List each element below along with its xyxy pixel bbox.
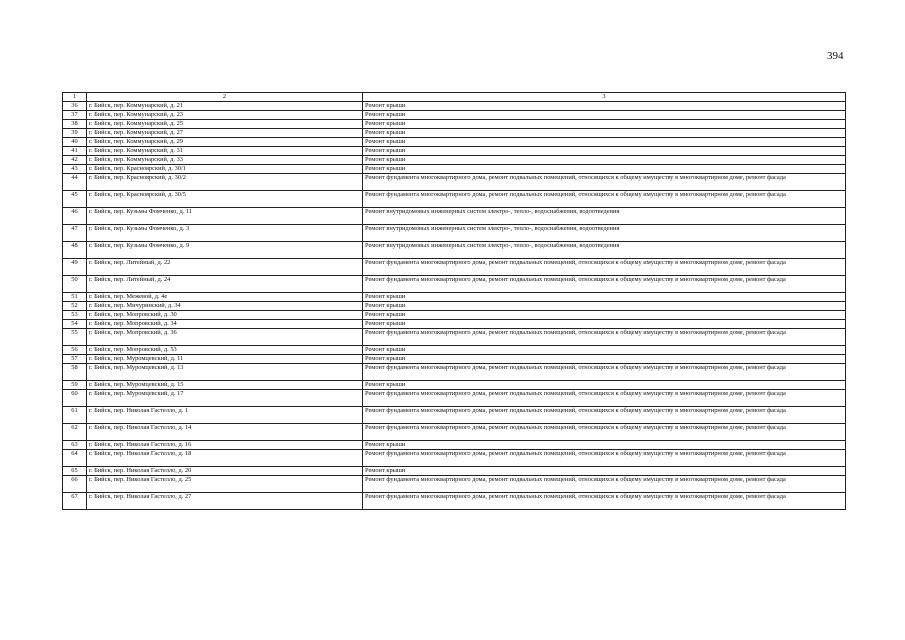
row-number-cell: 46 — [63, 207, 87, 224]
row-number-cell: 52 — [63, 301, 87, 310]
works-table — [62, 92, 846, 510]
row-number-cell: 47 — [63, 224, 87, 241]
address-cell: г. Бийск, пер. Николая Гастелло, д. 16 — [87, 440, 363, 449]
work-type-cell: Ремонт фундамента многоквартирного дома, ремонт подвальных помещений, относящихся к общему имуществу в многоквартирном доме, ремонт фасада — [363, 406, 846, 423]
row-number-cell: 59 — [63, 380, 87, 389]
work-type-cell: Ремонт фундамента многоквартирного дома, ремонт подвальных помещений, относящихся к общему имуществу в многоквартирном доме, ремонт фасада — [363, 275, 846, 292]
row-number-cell: 56 — [63, 345, 87, 354]
row-number-cell: 63 — [63, 440, 87, 449]
address-cell: г. Бийск, пер. Коммунарский, д. 21 — [87, 101, 363, 110]
row-number-cell: 64 — [63, 449, 87, 466]
row-number-cell: 60 — [63, 389, 87, 406]
table-row — [63, 241, 846, 258]
address-cell: г. Бийск, пер. Мичуринский, д. 34 — [87, 301, 363, 310]
work-type-cell: Ремонт крыши — [363, 164, 846, 173]
address-cell: г. Бийск, пер. Литейный, д. 22 — [87, 258, 363, 275]
work-type-cell: Ремонт фундамента многоквартирного дома, ремонт подвальных помещений, относящихся к общему имуществу в многоквартирном доме, ремонт фасада — [363, 475, 846, 492]
row-number-cell: 51 — [63, 292, 87, 301]
work-type-cell: Ремонт фундамента многоквартирного дома, ремонт подвальных помещений, относящихся к общему имуществу в многоквартирном доме, ремонт фасада — [363, 492, 846, 509]
row-number-cell: 37 — [63, 110, 87, 119]
address-cell: г. Бийск, пер. Николая Гастелло, д. 14 — [87, 423, 363, 440]
row-number-cell: 38 — [63, 119, 87, 128]
row-number-cell: 58 — [63, 363, 87, 380]
row-number-cell: 67 — [63, 492, 87, 509]
row-number-cell: 53 — [63, 310, 87, 319]
work-type-cell: Ремонт крыши — [363, 119, 846, 128]
address-cell: г. Бийск, пер. Коммунарский, д. 27 — [87, 128, 363, 137]
table-row — [63, 310, 846, 319]
address-cell: г. Бийск, пер. Кузьмы Фомченко, д. 3 — [87, 224, 363, 241]
work-type-cell: Ремонт крыши — [363, 101, 846, 110]
work-type-cell: Ремонт крыши — [363, 301, 846, 310]
address-cell: г. Бийск, пер. Муромцевский, д. 13 — [87, 363, 363, 380]
work-type-cell: Ремонт фундамента многоквартирного дома, ремонт подвальных помещений, относящихся к общему имуществу в многоквартирном доме, ремонт фасада — [363, 389, 846, 406]
table-row — [63, 224, 846, 241]
address-cell: г. Бийск, пер. Кузьмы Фомченко, д. 9 — [87, 241, 363, 258]
table-row — [63, 146, 846, 155]
table-row — [63, 292, 846, 301]
header-cell-address: 2 — [87, 93, 363, 102]
table-row — [63, 110, 846, 119]
table-row — [63, 475, 846, 492]
address-cell: г. Бийск, пер. Николая Гастелло, д. 1 — [87, 406, 363, 423]
work-type-cell: Ремонт внутридомовых инженерных систем электро-, тепло-, водоснабжения, водоотведения — [363, 241, 846, 258]
address-cell: г. Бийск, пер. Красноярский, д. 30/5 — [87, 190, 363, 207]
address-cell: г. Бийск, пер. Коммунарский, д. 25 — [87, 119, 363, 128]
table-row — [63, 207, 846, 224]
work-type-cell: Ремонт фундамента многоквартирного дома, ремонт подвальных помещений, относящихся к общему имуществу в многоквартирном доме, ремонт фасада — [363, 423, 846, 440]
table-row — [63, 492, 846, 509]
address-cell: г. Бийск, пер. Николая Гастелло, д. 18 — [87, 449, 363, 466]
address-cell: г. Бийск, пер. Коммунарский, д. 31 — [87, 146, 363, 155]
table-row — [63, 423, 846, 440]
address-cell: г. Бийск, пер. Николая Гастелло, д. 20 — [87, 466, 363, 475]
work-type-cell: Ремонт крыши — [363, 440, 846, 449]
work-type-cell: Ремонт внутридомовых инженерных систем электро-, тепло-, водоснабжения, водоотведения — [363, 224, 846, 241]
table-row — [63, 380, 846, 389]
work-type-cell: Ремонт фундамента многоквартирного дома, ремонт подвальных помещений, относящихся к общему имуществу в многоквартирном доме, ремонт фасада — [363, 363, 846, 380]
address-cell: г. Бийск, пер. Николая Гастелло, д. 27 — [87, 492, 363, 509]
row-number-cell: 55 — [63, 328, 87, 345]
address-cell: г. Бийск, пер. Коммунарский, д. 29 — [87, 137, 363, 146]
table-row — [63, 258, 846, 275]
work-type-cell: Ремонт крыши — [363, 354, 846, 363]
address-cell: г. Бийск, пер. Мопровский, д. 36 — [87, 328, 363, 345]
address-cell: г. Бийск, пер. Мопровский, д. 30 — [87, 310, 363, 319]
table-row — [63, 466, 846, 475]
header-cell-work: 3 — [363, 93, 846, 102]
table-row — [63, 137, 846, 146]
row-number-cell: 61 — [63, 406, 87, 423]
work-type-cell: Ремонт крыши — [363, 319, 846, 328]
table-row — [63, 354, 846, 363]
row-number-cell: 42 — [63, 155, 87, 164]
row-number-cell: 39 — [63, 128, 87, 137]
work-type-cell: Ремонт крыши — [363, 110, 846, 119]
work-type-cell: Ремонт крыши — [363, 466, 846, 475]
address-cell: г. Бийск, пер. Муромцевский, д. 17 — [87, 389, 363, 406]
address-cell: г. Бийск, пер. Мопровский, д. 53 — [87, 345, 363, 354]
table-row — [63, 275, 846, 292]
work-type-cell: Ремонт крыши — [363, 137, 846, 146]
address-cell: г. Бийск, пер. Красноярский, д. 30/2 — [87, 173, 363, 190]
table-row — [63, 173, 846, 190]
row-number-cell: 44 — [63, 173, 87, 190]
work-type-cell: Ремонт фундамента многоквартирного дома, ремонт подвальных помещений, относящихся к общему имуществу в многоквартирном доме, ремонт фасада — [363, 173, 846, 190]
table-row — [63, 128, 846, 137]
row-number-cell: 45 — [63, 190, 87, 207]
row-number-cell: 57 — [63, 354, 87, 363]
address-cell: г. Бийск, пер. Красноярский, д. 30/1 — [87, 164, 363, 173]
work-type-cell: Ремонт крыши — [363, 128, 846, 137]
work-type-cell: Ремонт фундамента многоквартирного дома, ремонт подвальных помещений, относящихся к общему имуществу в многоквартирном доме, ремонт фасада — [363, 328, 846, 345]
table-row — [63, 301, 846, 310]
work-type-cell: Ремонт внутридомовых инженерных систем электро-, тепло-, водоснабжения, водоотведения — [363, 207, 846, 224]
address-cell: г. Бийск, пер. Мопровский, д. 34 — [87, 319, 363, 328]
row-number-cell: 36 — [63, 101, 87, 110]
table-row — [63, 190, 846, 207]
table-row — [63, 406, 846, 423]
row-number-cell: 66 — [63, 475, 87, 492]
row-number-cell: 40 — [63, 137, 87, 146]
row-number-cell: 41 — [63, 146, 87, 155]
table-row — [63, 389, 846, 406]
table-row — [63, 345, 846, 354]
address-cell: г. Бийск, пер. Николая Гастелло, д. 25 — [87, 475, 363, 492]
work-type-cell: Ремонт крыши — [363, 155, 846, 164]
address-cell: г. Бийск, пер. Кузьмы Фомченко, д. 11 — [87, 207, 363, 224]
address-cell: г. Бийск, пер. Межевой, д. 4е — [87, 292, 363, 301]
table-row — [63, 155, 846, 164]
work-type-cell: Ремонт крыши — [363, 345, 846, 354]
work-type-cell: Ремонт фундамента многоквартирного дома, ремонт подвальных помещений, относящихся к общему имуществу в многоквартирном доме, ремонт фасада — [363, 258, 846, 275]
table-body — [63, 93, 846, 510]
table-row — [63, 119, 846, 128]
row-number-cell: 62 — [63, 423, 87, 440]
address-cell: г. Бийск, пер. Муромцевский, д. 11 — [87, 354, 363, 363]
address-cell: г. Бийск, пер. Коммунарский, д. 23 — [87, 110, 363, 119]
row-number-cell: 54 — [63, 319, 87, 328]
work-type-cell: Ремонт крыши — [363, 292, 846, 301]
table-row — [63, 449, 846, 466]
table-row — [63, 440, 846, 449]
table-row — [63, 363, 846, 380]
table-row — [63, 101, 846, 110]
row-number-cell: 43 — [63, 164, 87, 173]
work-type-cell: Ремонт фундамента многоквартирного дома, ремонт подвальных помещений, относящихся к общему имуществу в многоквартирном доме, ремонт фасада — [363, 190, 846, 207]
address-cell: г. Бийск, пер. Коммунарский, д. 33 — [87, 155, 363, 164]
row-number-cell: 65 — [63, 466, 87, 475]
address-cell: г. Бийск, пер. Муромцевский, д. 15 — [87, 380, 363, 389]
table-row — [63, 164, 846, 173]
table-header-row — [63, 93, 846, 102]
row-number-cell: 49 — [63, 258, 87, 275]
table-row — [63, 328, 846, 345]
work-type-cell: Ремонт крыши — [363, 146, 846, 155]
work-type-cell: Ремонт фундамента многоквартирного дома, ремонт подвальных помещений, относящихся к общему имуществу в многоквартирном доме, ремонт фасада — [363, 449, 846, 466]
table-row — [63, 319, 846, 328]
address-cell: г. Бийск, пер. Литейный, д. 24 — [87, 275, 363, 292]
page-number: 394 — [827, 50, 844, 62]
row-number-cell: 50 — [63, 275, 87, 292]
work-type-cell: Ремонт крыши — [363, 380, 846, 389]
header-cell-num: 1 — [63, 93, 87, 102]
row-number-cell: 48 — [63, 241, 87, 258]
work-type-cell: Ремонт крыши — [363, 310, 846, 319]
